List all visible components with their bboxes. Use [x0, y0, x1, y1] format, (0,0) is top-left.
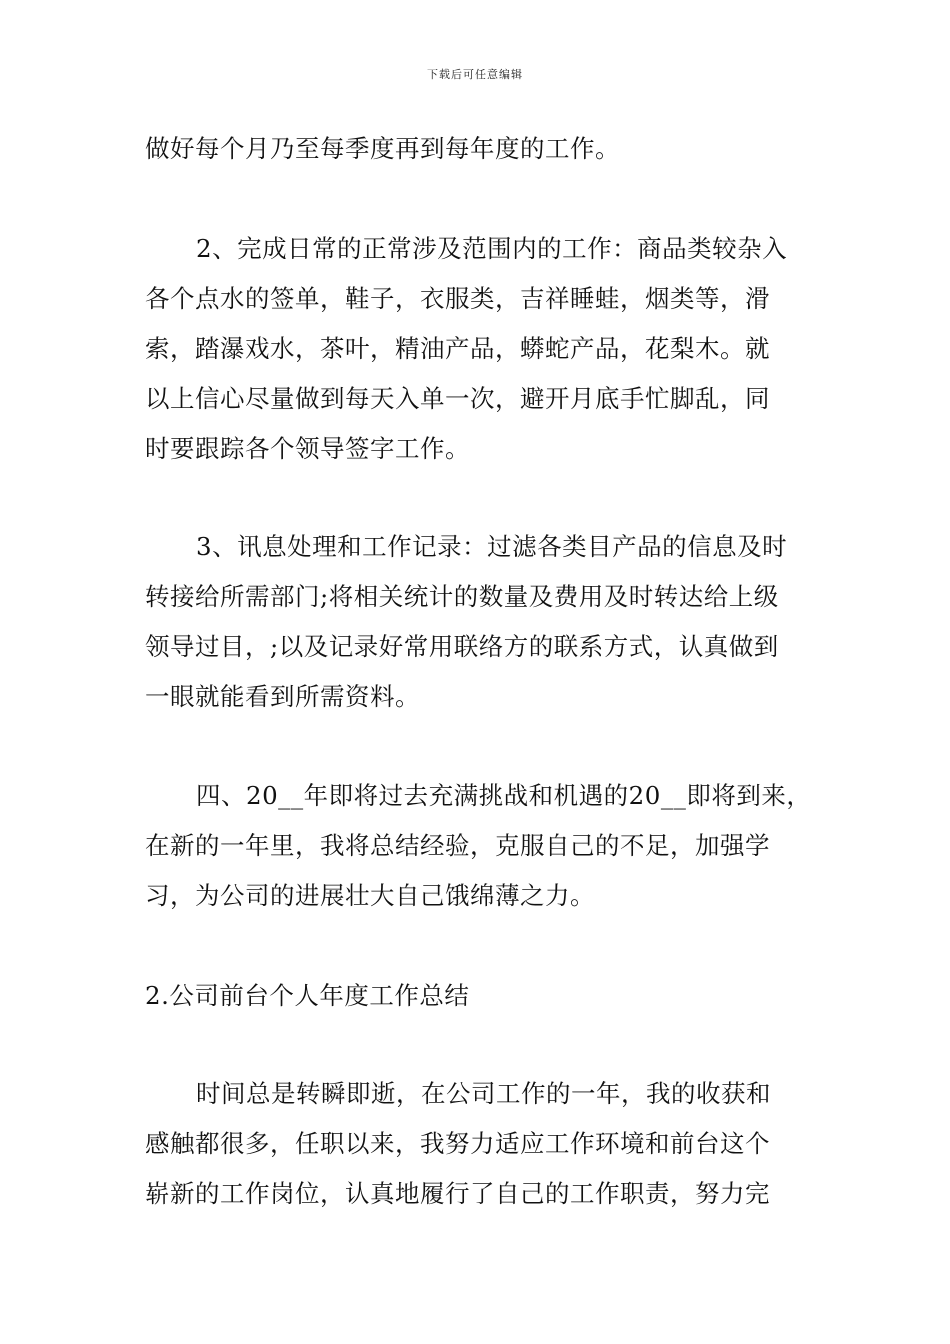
text-line: 领导过目，;以及记录好常用联络方的联系方式，认真做到 [145, 632, 779, 661]
text-line: 以上信心尽量做到每天入单一次，避开月底手忙脚乱，同 [145, 384, 770, 413]
text-line: 做好每个月乃至每季度再到每年度的工作。 [145, 134, 620, 163]
text-line: 转接给所需部门;将相关统计的数量及费用及时转达给上级 [145, 582, 779, 611]
paragraph-continuation [145, 124, 825, 174]
text-line: 各个点水的签单，鞋子，衣服类，吉祥睡蛙，烟类等，滑 [145, 284, 770, 313]
page-header: 下载后可任意编辑 [427, 68, 523, 81]
heading-text: 2.公司前台个人年度工作总结 [145, 981, 470, 1010]
text-line: 习，为公司的进展壮大自己饿绵薄之力。 [145, 881, 595, 910]
text-line: 四、20__年即将过去充满挑战和机遇的20__即将到来， [196, 781, 812, 810]
text-line: 2、完成日常的正常涉及范围内的工作：商品类较杂入 [196, 234, 788, 263]
text-line: 一眼就能看到所需资料。 [145, 682, 420, 711]
text-line: 索，踏瀑戏水，茶叶，精油产品，蟒蛇产品，花梨木。就 [145, 334, 770, 363]
paragraph-opening [145, 1069, 825, 1219]
section-heading [145, 971, 825, 1021]
text-line: 崭新的工作岗位，认真地履行了自己的工作职责，努力完 [145, 1179, 770, 1208]
text-line: 时要跟踪各个领导签字工作。 [145, 434, 470, 463]
paragraph-item-4 [145, 771, 825, 921]
text-line: 感触都很多，任职以来，我努力适应工作环境和前台这个 [145, 1129, 770, 1158]
text-line: 在新的一年里，我将总结经验，克服自己的不足，加强学 [145, 831, 770, 860]
text-line: 3、讯息处理和工作记录：过滤各类目产品的信息及时 [196, 532, 788, 561]
text-line: 时间总是转瞬即逝，在公司工作的一年，我的收获和 [196, 1079, 771, 1108]
paragraph-item-2 [145, 224, 825, 474]
paragraph-item-3 [145, 522, 825, 722]
